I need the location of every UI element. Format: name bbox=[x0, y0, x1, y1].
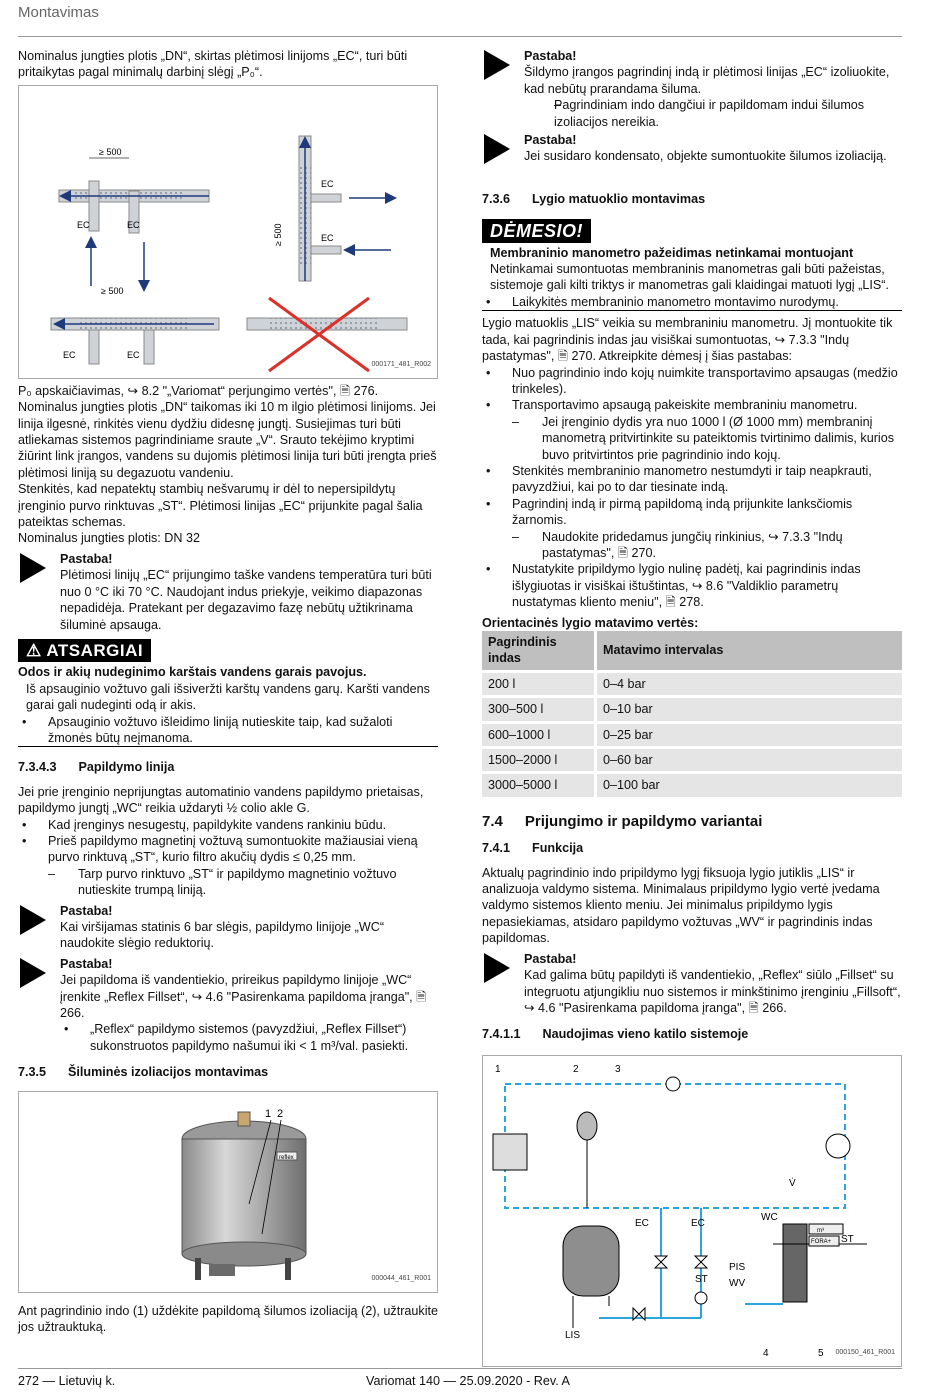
svg-text:ST: ST bbox=[841, 1233, 854, 1245]
note-arrow-icon bbox=[20, 905, 46, 935]
single-boiler-diagram bbox=[483, 1056, 901, 1366]
note-block bbox=[18, 956, 438, 1054]
svg-text:EC: EC bbox=[635, 1217, 649, 1229]
body-paragraph: Nominalus jungties plotis „DN“ taikomas iki 10 m ilgio plėtimosi linijoms. Jei linija ilgesnė, rinkitės vienu dydžiu didesnę jungtį. Susiejimas turi būti atliekamas sistemos pagrindiniame sraute „V“. Srauto tekėjimo kryptimi žiūrint link įrangos, vandens su dujomis plėtimosi linija turi būti įrengta prieš plėtimosi liniją su degazuotu vandeniu. bbox=[18, 400, 437, 480]
note-title: Pastaba! bbox=[524, 133, 577, 148]
expansion-line-diagram bbox=[19, 86, 437, 378]
body-paragraph: Nominalus jungties plotis: DN 32 bbox=[18, 531, 200, 546]
left-column bbox=[18, 48, 438, 1335]
svg-text:V̇: V̇ bbox=[789, 1177, 796, 1189]
note-dash-item: – Pagrindiniam indo dangčiui ir papildomam indui šilumos izoliacijos nereikia. bbox=[524, 97, 902, 130]
body-paragraph: Lygio matuoklis „LIS“ veikia su membraniniu manometru. Jį montuokite tik tada, kai pagrindinis indas jau visiškai sumontuotas, ↪ 7.3.3 "Indų pastatymas", 🗎 270. Atkreipkite dėmesį į šias pastabas: bbox=[482, 316, 893, 364]
insulation-diagram bbox=[19, 1092, 437, 1292]
caution-text: Iš apsauginio vožtuvo gali išsiveržti karštų vandens garų. Karšti vandens garai gali nudeginti odą ir akis. bbox=[26, 681, 430, 713]
section-heading: 7.3.6 Lygio matuoklio montavimas bbox=[482, 191, 706, 206]
section-heading: 7.4.1.1 Naudojimas vieno katilo sistemoje bbox=[482, 1027, 749, 1042]
attention-bullet: • Laikykitės membraninio manometro montavimo nurodymų. bbox=[482, 294, 902, 310]
p0-reference: P₀ apskaičiavimas, ↪ 8.2 "„Variomat“ perjungimo vertės", 🗎 276. bbox=[18, 383, 379, 398]
svg-text:1: 1 bbox=[265, 1107, 272, 1120]
svg-text:EC: EC bbox=[691, 1217, 705, 1229]
note-bullet: • „Reflex“ papildymo sistemos (pavyzdžiui, „Reflex Fillset“) sukonstruotos papildymo našumui iki < 1 m³/val. pasiekti. bbox=[60, 1021, 438, 1054]
svg-text:2: 2 bbox=[573, 1063, 579, 1075]
sub-list-item: – Jei įrenginio dydis yra nuo 1000 l (Ø 1000 mm) membraninį manometrą pritvirtinkite su pateiktomis tvirtinimo dalimis, kurios buvo pritvirtintos prie pagrindinio indo kojų. bbox=[482, 414, 902, 463]
single-boiler-figure bbox=[482, 1055, 902, 1367]
svg-text:≥ 500: ≥ 500 bbox=[99, 146, 122, 157]
svg-text:EC: EC bbox=[321, 232, 334, 243]
footer-page: 272 — Lietuvių k. bbox=[18, 1374, 116, 1388]
warning-triangle-icon: ⚠ bbox=[26, 640, 47, 660]
svg-text:FORA+: FORA+ bbox=[811, 1238, 832, 1245]
note-text: Kai viršijamas statinis 6 bar slėgis, papildymo linijoje „WC“ naudokite slėgio reduktorių. bbox=[60, 920, 385, 951]
svg-text:EC: EC bbox=[127, 219, 140, 230]
svg-text:3: 3 bbox=[615, 1063, 621, 1075]
insulation-figure bbox=[18, 1091, 438, 1293]
footer-divider bbox=[18, 1368, 902, 1369]
svg-text:1: 1 bbox=[495, 1063, 501, 1075]
svg-text:2: 2 bbox=[277, 1107, 284, 1120]
caution-title: Odos ir akių nudeginimo karštais vandens garais pavojus. bbox=[18, 665, 367, 680]
svg-text:WC: WC bbox=[761, 1211, 778, 1223]
svg-text:m³: m³ bbox=[817, 1227, 824, 1234]
figure-code: 000044_461_R001 bbox=[371, 1275, 431, 1283]
svg-text:5: 5 bbox=[818, 1347, 824, 1359]
footer-doc: Variomat 140 — 25.09.2020 - Rev. A bbox=[366, 1374, 570, 1388]
table-header-row bbox=[482, 631, 902, 671]
expansion-line-figure bbox=[18, 85, 438, 379]
note-block bbox=[482, 48, 902, 130]
table-title: Orientacinės lygio matavimo vertės: bbox=[482, 615, 699, 630]
note-title: Pastaba! bbox=[60, 551, 113, 566]
intro-text: Nominalus jungties plotis „DN“, skirtas plėtimosi linijoms „EC“, turi būti pritaikytas pagal minimalų darbinį slėgį „P₀“. bbox=[18, 49, 408, 80]
list-item: • Nuo pagrindinio indo kojų nuimkite transportavimo apsaugas (medžio trinkeles). bbox=[482, 365, 902, 398]
caution-badge: ⚠ ATSARGIAI bbox=[18, 639, 151, 662]
section-heading: 7.4 Prijungimo ir papildymo variantai bbox=[482, 812, 763, 830]
sub-list-item: – Naudokite pridedamus jungčių rinkinius, ↪ 7.3.3 "Indų pastatymas", 🗎 270. bbox=[482, 529, 902, 562]
svg-text:≥ 500: ≥ 500 bbox=[273, 223, 283, 246]
list-item: • Pagrindinį indą ir pirmą papildomą indą prijunkite lanksčiomis žarnomis. bbox=[482, 496, 902, 529]
note-text: Plėtimosi linijų „EC“ prijungimo taške vandens temperatūra turi būti nuo 0 °C iki 70 °C. Naudojant indus priekyje, veikimo diapazonas nepadidėja. Pratekant per degazavimo fazę nebūtų užtikrinama šiluminė apsauga. bbox=[60, 568, 432, 632]
note-text: Kad galima būtų papildyti iš vandentiekio, „Reflex“ siūlo „Fillset“ su integruotu atjungikliu nuo sistemos ir minkštinimo įrenginiu „Fillsoft“, ↪ 4.6 "Pasirenkama papildoma įranga", 🗎 266. bbox=[524, 968, 901, 1015]
list-item: • Kad įrenginys nesugestų, papildykite vandens rankiniu būdu. bbox=[18, 817, 438, 833]
body-paragraph: Aktualų pagrindinio indo pripildymo lygį fiksuoja lygio jutiklis „LIS“ ir analizuoja valdymo sistema. Minimalaus pripildymo lygio vertė įvedama valdymo sistemos kliento meniu. Jei minimalus pripildymo lygis nepasiekiamas, atsidaro papildymo vožtuvas „WV“ ir pagrindinis indas papildomas. bbox=[482, 865, 880, 946]
note-text: Jei papildoma iš vandentiekio, prireikus papildymo linijoje „WC“ įrenkite „Reflex Fillset“, ↪ 4.6 "Pasirenkama papildoma įranga", 🗎 266. bbox=[60, 973, 427, 1021]
attention-badge: DĖMESIO! bbox=[482, 219, 591, 242]
note-arrow-icon bbox=[484, 134, 510, 164]
note-block bbox=[18, 551, 438, 633]
svg-text:EC: EC bbox=[63, 349, 76, 360]
note-title: Pastaba! bbox=[60, 903, 113, 918]
section-heading: 7.3.4.3 Papildymo linija bbox=[18, 760, 175, 775]
note-arrow-icon bbox=[20, 958, 46, 988]
figure-caption: Ant pagrindinio indo (1) uždėkite papildomą šilumos izoliaciją (2), užtraukite jos užtrauktuką. bbox=[18, 1303, 439, 1335]
note-arrow-icon bbox=[20, 553, 46, 583]
section-heading: 7.3.5 Šiluminės izoliacijos montavimas bbox=[18, 1065, 269, 1080]
note-arrow-icon bbox=[484, 953, 510, 983]
table-row: 600–1000 l 0–25 bar bbox=[482, 722, 902, 747]
sub-list-item: – Tarp purvo rinktuvo „ST“ ir papildymo magnetinio vožtuvo nutieskite trumpą liniją. bbox=[18, 866, 438, 899]
note-title: Pastaba! bbox=[524, 49, 577, 63]
attention-title: Membraninio manometro pažeidimas netinkamai montuojant bbox=[490, 245, 854, 260]
header-divider bbox=[18, 36, 902, 37]
table-row: 300–500 l 0–10 bar bbox=[482, 697, 902, 722]
body-paragraph: Jei prie įrenginio neprijungtas automatinio vandens papildymo prietaisas, papildymo jungtį „WC“ reikia uždaryti ½ colio akle G. bbox=[18, 784, 424, 816]
table-row: 200 l 0–4 bar bbox=[482, 671, 902, 696]
caution-bullet: • Apsauginio vožtuvo išleidimo liniją nutieskite taip, kad sužaloti žmonės būtų neįmanoma. bbox=[18, 714, 438, 747]
body-paragraph: Stenkitės, kad nepatektų stambių nešvarumų ir dėl to nepersipildytų įrenginio purvo rinktuvas „ST“. Plėtimosi linijas „EC“ prijunkite pagal šalia pateiktas schemas. bbox=[18, 482, 423, 530]
list-item: • Nustatykite pripildymo lygio nulinę padėtį, kai pagrindinis indas išlygiuotas ir visiškai ištuštintas, ↪ 8.6 "Valdiklio parametrų nustatymas kliento meniu", 🗎 278. bbox=[482, 561, 902, 610]
level-table bbox=[482, 631, 902, 800]
right-column bbox=[482, 48, 902, 1367]
list-item: • Prieš papildymo magnetinį vožtuvą sumontuokite mažiausiai vieną purvo rinktuvą „ST“, kurio filtro akučių dydis ≤ 0,25 mm. bbox=[18, 833, 438, 866]
page-header: Montavimas bbox=[18, 4, 99, 21]
section-heading: 7.4.1 Funkcija bbox=[482, 841, 584, 856]
note-text: Jei susidaro kondensato, objekte sumontuokite šilumos izoliaciją. bbox=[524, 149, 887, 164]
figure-code: 000150_461_R001 bbox=[835, 1349, 895, 1357]
attention-block bbox=[482, 219, 902, 311]
svg-text:EC: EC bbox=[321, 178, 334, 189]
svg-text:WV: WV bbox=[729, 1277, 746, 1289]
svg-text:PIS: PIS bbox=[729, 1261, 746, 1273]
svg-text:4: 4 bbox=[763, 1347, 769, 1359]
note-title: Pastaba! bbox=[60, 956, 113, 971]
attention-text: Netinkamai sumontuotas membraninis manometras gali būti pažeistas, sistemoje gali kilti triktys ir manometras gali klaidingai matuoti lygį „LIS“. bbox=[490, 262, 889, 293]
list-item: • Stenkitės membraninio manometro nestumdyti ir taip neapkrauti, pavyzdžiui, kai po to dar tiesinate indą. bbox=[482, 463, 902, 496]
note-arrow-icon bbox=[484, 50, 510, 80]
svg-text:ST: ST bbox=[695, 1273, 708, 1285]
note-block bbox=[482, 951, 902, 1017]
caution-block bbox=[18, 639, 438, 747]
table-row: 3000–5000 l 0–100 bar bbox=[482, 773, 902, 798]
svg-text:EC: EC bbox=[77, 219, 90, 230]
table-row: 1500–2000 l 0–60 bar bbox=[482, 748, 902, 773]
table-header: Pagrindinis indas bbox=[482, 631, 596, 671]
svg-text:EC: EC bbox=[127, 349, 140, 360]
svg-text:LIS: LIS bbox=[565, 1329, 581, 1341]
svg-text:≥ 500: ≥ 500 bbox=[101, 285, 124, 296]
list-item: • Transportavimo apsaugą pakeiskite membraniniu manometru. bbox=[482, 397, 902, 413]
note-text: Šildymo įrangos pagrindinį indą ir plėtimosi linijas „EC“ izoliuokite, kad nebūtų prarandama šiluma. bbox=[524, 65, 890, 96]
note-block bbox=[18, 903, 438, 952]
figure-code: 000171_481_R002 bbox=[371, 361, 431, 369]
svg-text:reflex: reflex bbox=[279, 1154, 294, 1161]
table-header: Matavimo intervalas bbox=[596, 631, 903, 671]
note-block bbox=[482, 132, 902, 165]
note-title: Pastaba! bbox=[524, 951, 577, 966]
